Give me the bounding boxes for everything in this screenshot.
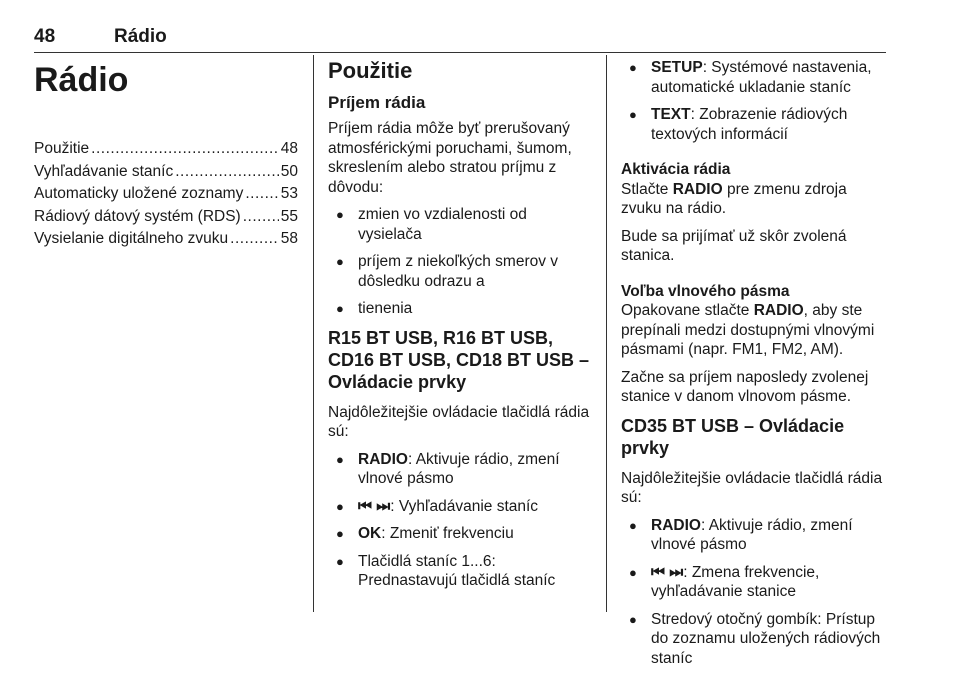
- toc-page: 50: [280, 162, 298, 180]
- list-item: ● tienenia: [328, 299, 590, 319]
- list-item: ● RADIO: Aktivuje rádio, zmení vlnové pásmo: [328, 450, 590, 489]
- bullet-list: [621, 58, 887, 144]
- list-item: ● ⏮ ⏭: Vyhľadávanie staníc: [328, 497, 590, 517]
- list-item: ● zmien vo vzdialenosti od vysielača: [328, 205, 590, 244]
- toc-entry[interactable]: [34, 138, 298, 161]
- activation-heading: Aktivácia rádia: [621, 161, 731, 178]
- paragraph: Príjem rádia môže byť prerušovaný atmosférickými poruchami, šumom, skreslením alebo stratou príjmu z dôvodu:: [328, 120, 572, 196]
- toc-label: Automaticky uložené zoznamy: [34, 185, 244, 202]
- key-label: TEXT: [651, 106, 691, 123]
- column-divider-2: [606, 55, 607, 612]
- column-usage: [328, 58, 590, 599]
- toc-page: 55: [280, 207, 298, 225]
- toc-entry[interactable]: [34, 161, 298, 184]
- band-heading: Voľba vlnového pásma: [621, 282, 790, 300]
- toc-leader: [175, 161, 279, 184]
- paragraph: Najdôležitejšie ovládacie tlačidlá rádia sú:: [621, 469, 883, 506]
- seek-buttons-icon: ⏮ ⏭: [651, 563, 684, 581]
- list-item: ● OK: Zmeniť frekvenciu: [328, 524, 590, 544]
- toc-page: 48: [280, 140, 298, 157]
- chapter-title: Rádio: [34, 61, 129, 99]
- controls-heading: R15 BT USB, R16 BT USB, CD16 BT USB, CD18 BT USB – Ovládacie prvky: [328, 327, 590, 392]
- paragraph: Bude sa prijímať už skôr zvolená stanica.: [621, 227, 847, 264]
- list-item: ● Tlačidlá staníc 1...6: Prednastavujú tlačidlá staníc: [328, 552, 590, 591]
- key-label: RADIO: [672, 180, 723, 198]
- key-label: SETUP: [651, 59, 703, 76]
- toc-page: 53: [280, 185, 298, 202]
- bullet-list: [621, 516, 887, 669]
- list-item: ● Stredový otočný gombík: Prístup do zoznamu uložených rádiových staníc: [621, 610, 887, 669]
- toc-label: Vyhľadávanie staníc: [34, 162, 174, 180]
- paragraph: Začne sa príjem naposledy zvolenej stanice v danom vlnovom pásme.: [621, 368, 869, 405]
- toc-leader: [91, 138, 279, 161]
- toc-leader: [230, 228, 279, 251]
- list-item: ● RADIO: Aktivuje rádio, zmení vlnové pásmo: [621, 516, 887, 555]
- header-rule: [34, 52, 886, 53]
- seek-buttons-icon: ⏮ ⏭: [358, 497, 391, 515]
- paragraph: Stlačte RADIO pre zmenu zdroja zvuku na rádio.: [621, 180, 847, 217]
- subsection-heading: Príjem rádia: [328, 93, 426, 112]
- cd35-heading: CD35 BT USB – Ovládacie prvky: [621, 415, 845, 458]
- list-item: ● ⏮ ⏭: Zmena frekvencie, vyhľadávanie stanice: [621, 563, 887, 602]
- list-item: ● príjem z niekoľkých smerov v dôsledku odrazu a: [328, 252, 590, 291]
- paragraph: Opakovane stlačte RADIO, aby ste prepínali medzi dostupnými vlnovými pásmami (napr. FM1, FM2, AM).: [621, 302, 875, 358]
- toc-entry[interactable]: [34, 228, 298, 251]
- toc-label: Rádiový dátový systém (RDS): [34, 207, 241, 225]
- toc-leader: [245, 183, 278, 206]
- paragraph: Najdôležitejšie ovládacie tlačidlá rádia sú:: [328, 403, 590, 440]
- page-header: [34, 26, 886, 52]
- key-label: OK: [358, 525, 382, 542]
- page-number: 48: [34, 26, 56, 47]
- key-label: RADIO: [358, 450, 408, 468]
- key-label: RADIO: [753, 302, 804, 319]
- list-item: ● TEXT: Zobrazenie rádiových textových informácií: [621, 105, 887, 144]
- toc-leader: [243, 206, 279, 229]
- column-activation: [621, 58, 887, 676]
- section-name: Rádio: [114, 26, 167, 47]
- column-divider-1: [313, 55, 314, 612]
- toc-entry[interactable]: [34, 183, 298, 206]
- toc-label: Použitie: [34, 140, 90, 157]
- section-heading: Použitie: [328, 58, 413, 83]
- toc-label: Vysielanie digitálneho zvuku: [34, 230, 229, 247]
- toc-page: 58: [280, 230, 298, 247]
- table-of-contents: [34, 138, 298, 251]
- key-label: RADIO: [651, 516, 701, 534]
- bullet-list: [328, 450, 590, 591]
- toc-entry[interactable]: [34, 206, 298, 229]
- bullet-list: [328, 205, 590, 319]
- list-item: ● SETUP: Systémové nastavenia, automatické ukladanie staníc: [621, 58, 887, 97]
- column-toc: [34, 58, 298, 251]
